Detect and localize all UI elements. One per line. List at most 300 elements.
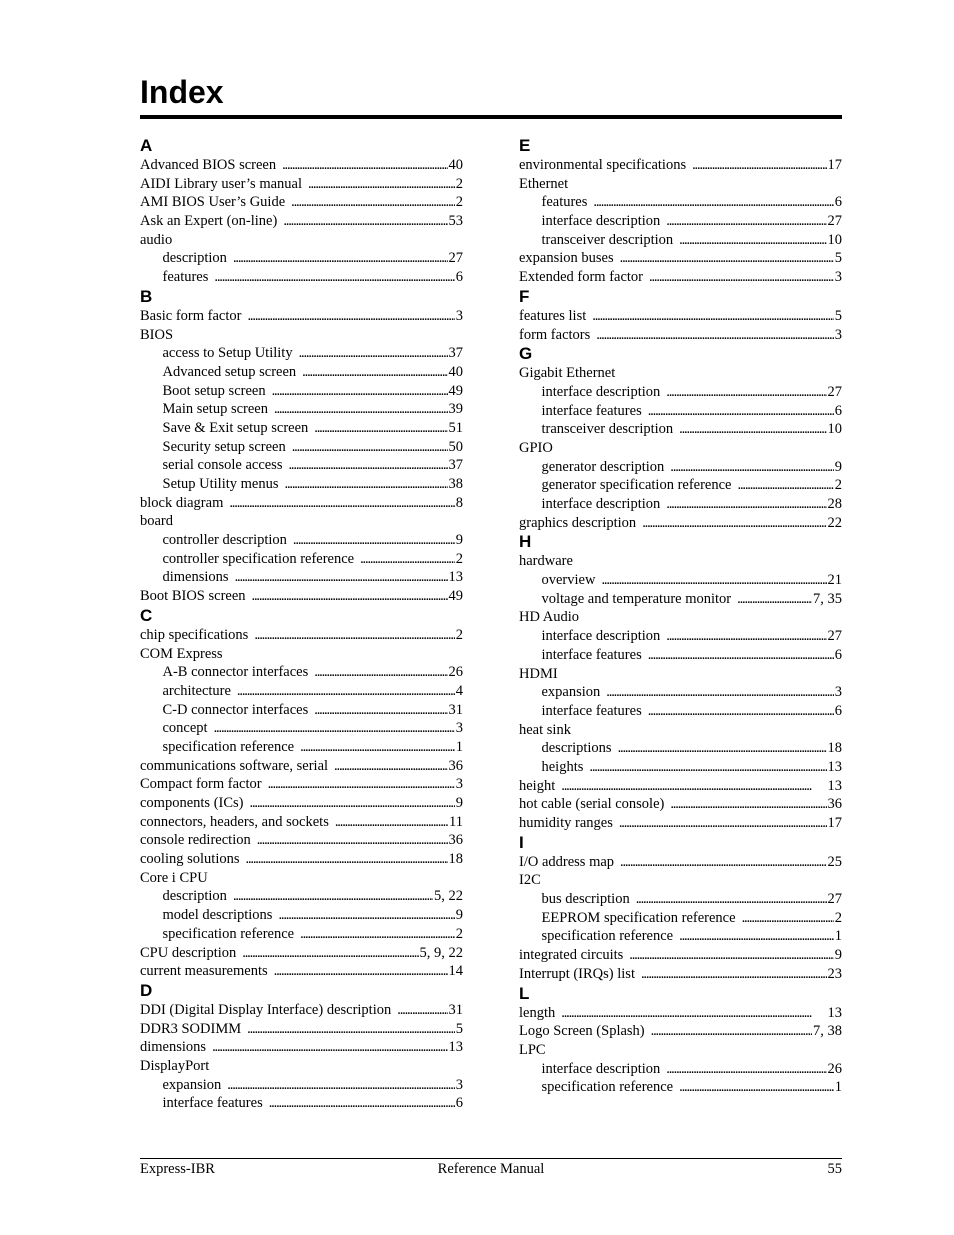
entry-term: Main setup screen	[162, 401, 268, 418]
index-entry	[140, 850, 463, 869]
dot-leader	[670, 458, 833, 477]
index-entry	[140, 494, 463, 513]
entry-page-ref: 3	[834, 326, 842, 343]
index-subentry	[140, 268, 463, 287]
entry-term: interface description	[541, 383, 661, 400]
index-subentry	[519, 458, 842, 477]
entry-term: interface description	[541, 628, 661, 645]
index-entry	[140, 1020, 463, 1039]
entry-term: I2C	[519, 872, 541, 889]
dot-leader	[589, 758, 826, 777]
index-entry	[519, 249, 842, 268]
entry-page-ref: 5, 22	[434, 888, 463, 905]
index-entry	[519, 965, 842, 984]
index-subentry	[519, 702, 842, 721]
dot-leader	[620, 249, 834, 268]
index-subentry	[140, 344, 463, 363]
index-subentry	[519, 890, 842, 909]
dot-leader	[292, 438, 448, 457]
entry-term: descriptions	[541, 740, 612, 757]
index-entry	[519, 721, 842, 740]
entry-page-ref: 6	[834, 402, 842, 419]
index-entry	[519, 871, 842, 890]
index-subentry	[519, 646, 842, 665]
index-subentry	[519, 571, 842, 590]
dot-leader	[561, 1004, 826, 1023]
index-entry	[140, 231, 463, 250]
entry-page-ref: 40	[448, 363, 463, 380]
entry-term: HD Audio	[519, 609, 580, 626]
dot-leader	[278, 906, 454, 925]
entry-page-ref: 27	[448, 250, 463, 267]
entry-term: graphics description	[519, 514, 637, 531]
entry-page-ref: 3	[455, 720, 463, 737]
dot-leader	[233, 887, 433, 906]
dot-leader	[360, 550, 455, 569]
entry-term: Core i CPU	[140, 869, 208, 886]
dot-leader	[227, 1076, 454, 1095]
dot-leader	[335, 813, 448, 832]
entry-term: AMI BIOS User’s Guide	[140, 194, 286, 211]
index-entry	[519, 665, 842, 684]
dot-leader	[397, 1001, 447, 1020]
dot-leader	[641, 965, 827, 984]
entry-term: Boot BIOS screen	[140, 588, 246, 605]
index-subentry	[140, 382, 463, 401]
entry-page-ref: 9	[455, 795, 463, 811]
entry-term: Extended form factor	[519, 269, 644, 286]
index-entry	[519, 439, 842, 458]
entry-page-ref: 11	[449, 813, 463, 830]
index-entry	[519, 268, 842, 287]
entry-page-ref: 6	[455, 269, 463, 286]
entry-term: Setup Utility menus	[162, 476, 279, 492]
index-entry	[140, 212, 463, 231]
entry-page-ref: 13	[827, 758, 842, 775]
index-letter-heading: A	[140, 136, 153, 155]
entry-page-ref: 36	[448, 832, 463, 849]
entry-page-ref: 4	[455, 682, 463, 699]
index-subentry	[519, 402, 842, 421]
index-subentry	[140, 400, 463, 419]
index-column-left	[140, 136, 463, 1113]
entry-term: overview	[541, 572, 596, 589]
dot-leader	[300, 738, 455, 757]
entry-term: interface description	[541, 496, 661, 512]
entry-page-ref: 2	[455, 925, 463, 942]
entry-term: concept	[162, 720, 208, 737]
index-letter-heading: G	[519, 344, 533, 364]
index-subentry	[140, 906, 463, 925]
entry-term: I/O address map	[519, 853, 615, 870]
entry-term: transceiver description	[541, 421, 674, 438]
entry-term: integrated circuits	[519, 947, 624, 964]
entry-term: board	[140, 513, 174, 530]
index-subentry	[519, 683, 842, 702]
dot-leader	[242, 944, 418, 963]
entry-term: Advanced setup screen	[162, 363, 297, 380]
dot-leader	[648, 646, 834, 665]
index-entry	[519, 175, 842, 194]
dot-leader	[601, 571, 826, 590]
index-entry	[519, 946, 842, 965]
entry-term: features	[541, 194, 588, 211]
entry-term: chip specifications	[140, 626, 249, 643]
index-subentry	[519, 476, 842, 495]
entry-page-ref: 53	[448, 213, 463, 230]
entry-term: generator specification reference	[541, 477, 732, 494]
entry-page-ref: 17	[827, 157, 842, 173]
entry-page-ref: 10	[827, 421, 842, 438]
index-entry	[519, 608, 842, 627]
index-subentry	[140, 1076, 463, 1095]
entry-term: environmental specifications	[519, 157, 687, 173]
entry-page-ref: 13	[448, 1039, 463, 1056]
entry-page-ref: 31	[448, 1001, 463, 1018]
index-subentry	[519, 909, 842, 928]
index-subentry	[140, 363, 463, 382]
entry-page-ref: 13	[448, 569, 463, 586]
dot-leader	[214, 268, 454, 287]
index-entry	[140, 757, 463, 776]
entry-term: expansion	[162, 1076, 222, 1093]
index-entry	[140, 1038, 463, 1057]
index-column-right	[519, 136, 842, 1097]
index-entry	[140, 626, 463, 645]
entry-term: hardware	[519, 553, 573, 570]
dot-leader	[268, 775, 455, 794]
index-entry	[519, 156, 842, 175]
dot-leader	[252, 587, 448, 606]
entry-term: block diagram	[140, 494, 224, 511]
dot-leader	[738, 476, 834, 495]
dot-leader	[620, 853, 826, 872]
index-entry	[140, 775, 463, 794]
dot-leader	[250, 794, 455, 813]
entry-term: specification reference	[162, 738, 295, 755]
dot-leader	[274, 962, 448, 981]
dot-leader	[314, 663, 447, 682]
entry-page-ref: 17	[827, 815, 842, 831]
index-subentry	[140, 719, 463, 738]
dot-leader	[293, 531, 455, 550]
entry-term: specification reference	[541, 928, 674, 945]
index-entry	[519, 552, 842, 571]
index-subentry	[140, 925, 463, 944]
dot-leader	[314, 419, 447, 438]
entry-page-ref: 2	[834, 477, 842, 494]
entry-term: Ethernet	[519, 175, 569, 192]
entry-page-ref: 51	[448, 419, 463, 436]
index-entry	[519, 1041, 842, 1060]
footer-page-number: 55	[827, 1161, 842, 1177]
entry-page-ref: 2	[834, 909, 842, 926]
index-entry	[519, 326, 842, 345]
entry-term: controller specification reference	[162, 550, 355, 567]
dot-leader	[648, 402, 834, 421]
entry-page-ref: 5, 9, 22	[419, 944, 463, 961]
entry-page-ref: 18	[448, 851, 463, 868]
entry-term: Ask an Expert (on-line)	[140, 213, 278, 230]
entry-page-ref: 27	[827, 383, 842, 400]
index-subentry	[140, 419, 463, 438]
dot-leader	[282, 156, 447, 175]
entry-term: Save & Exit setup screen	[162, 419, 309, 436]
entry-term: serial console access	[162, 457, 283, 474]
index-subentry	[140, 738, 463, 757]
entry-term: cooling solutions	[140, 851, 240, 868]
dot-leader	[254, 626, 454, 645]
entry-term: Basic form factor	[140, 307, 242, 324]
entry-page-ref: 50	[448, 438, 463, 455]
entry-page-ref: 1	[455, 738, 463, 755]
dot-leader	[314, 701, 447, 720]
dot-leader	[679, 231, 826, 250]
entry-page-ref: 36	[448, 757, 463, 774]
entry-page-ref: 3	[455, 307, 463, 324]
dot-leader	[214, 719, 455, 738]
entry-term: Gigabit Ethernet	[519, 365, 616, 382]
index-entry	[519, 1022, 842, 1041]
index-entry	[519, 514, 842, 533]
entry-term: interface features	[541, 646, 642, 663]
entry-term: DDR3 SODIMM	[140, 1020, 242, 1037]
index-entry	[140, 326, 463, 345]
index-entry	[140, 1001, 463, 1020]
entry-page-ref: 14	[448, 963, 463, 980]
entry-term: Security setup screen	[162, 438, 286, 455]
entry-term: features list	[519, 307, 587, 324]
entry-term: interface features	[541, 702, 642, 719]
index-subentry	[519, 590, 842, 609]
dot-leader	[651, 1022, 812, 1041]
entry-term: bus description	[541, 891, 630, 908]
entry-page-ref: 3	[834, 684, 842, 701]
dot-leader	[291, 193, 455, 212]
entry-term: interface description	[541, 1060, 661, 1077]
index-entry	[140, 587, 463, 606]
dot-leader	[237, 682, 455, 701]
entry-page-ref: 5	[834, 307, 842, 324]
entry-term: CPU description	[140, 944, 237, 961]
entry-term: Advanced BIOS screen	[140, 157, 277, 173]
entry-term: Interrupt (IRQs) list	[519, 965, 635, 982]
entry-page-ref: 2	[455, 194, 463, 211]
entry-page-ref: 9	[834, 947, 842, 964]
index-subentry	[519, 627, 842, 646]
entry-page-ref: 36	[827, 796, 842, 813]
entry-page-ref: 3	[455, 776, 463, 793]
entry-page-ref: 1	[834, 928, 842, 945]
entry-term: console redirection	[140, 832, 251, 849]
entry-page-ref: 26	[448, 664, 463, 681]
dot-leader	[593, 193, 833, 212]
index-subentry	[519, 420, 842, 439]
index-letter-heading: F	[519, 286, 530, 306]
entry-page-ref: 26	[827, 1060, 842, 1077]
index-entry	[140, 156, 463, 175]
dot-leader	[272, 382, 448, 401]
index-entry	[519, 814, 842, 833]
index-subentry	[519, 212, 842, 231]
entry-term: C-D connector interfaces	[162, 701, 309, 718]
index-entry	[519, 795, 842, 814]
entry-page-ref: 3	[455, 1076, 463, 1093]
dot-leader	[679, 1078, 834, 1097]
index-entry	[140, 831, 463, 850]
entry-term: hot cable (serial console)	[519, 796, 665, 813]
entry-term: heat sink	[519, 721, 571, 738]
entry-term: components (ICs)	[140, 795, 244, 811]
index-subentry	[519, 231, 842, 250]
entry-term: connectors, headers, and sockets	[140, 813, 329, 830]
dot-leader	[229, 494, 454, 513]
index-entry	[140, 869, 463, 888]
entry-term: GPIO	[519, 439, 553, 456]
dot-leader	[737, 590, 812, 609]
entry-page-ref: 5	[455, 1020, 463, 1037]
index-letter-heading: C	[140, 605, 153, 625]
entry-page-ref: 13	[827, 777, 842, 794]
entry-page-ref: 21	[827, 572, 842, 589]
entry-page-ref: 22	[827, 514, 842, 531]
entry-term: BIOS	[140, 326, 174, 343]
entry-page-ref: 5	[834, 250, 842, 267]
entry-term: voltage and temperature monitor	[541, 590, 732, 607]
entry-term: architecture	[162, 682, 231, 699]
entry-term: access to Setup Utility	[162, 345, 293, 362]
index-entry	[519, 307, 842, 326]
page-title: Index	[140, 74, 224, 110]
dot-leader	[629, 946, 833, 965]
index-entry	[140, 813, 463, 832]
entry-page-ref: 6	[834, 646, 842, 663]
index-entry	[140, 944, 463, 963]
entry-term: audio	[140, 231, 173, 248]
entry-page-ref: 6	[455, 1095, 463, 1112]
entry-page-ref: 37	[448, 345, 463, 362]
dot-leader	[618, 739, 827, 758]
index-subentry	[519, 1060, 842, 1079]
index-letter-heading: B	[140, 286, 153, 306]
index-subentry	[140, 1094, 463, 1113]
entry-page-ref: 38	[448, 476, 463, 492]
entry-term: specification reference	[541, 1079, 674, 1096]
entry-term: Boot setup screen	[162, 382, 266, 399]
index-entry	[140, 193, 463, 212]
title-rule	[140, 115, 842, 119]
entry-term: EEPROM specification reference	[541, 909, 736, 926]
index-entry	[140, 794, 463, 813]
page-footer	[140, 1159, 842, 1179]
index-subentry	[519, 1078, 842, 1097]
dot-leader	[648, 702, 834, 721]
index-letter-heading: L	[519, 983, 530, 1003]
dot-leader	[300, 925, 455, 944]
index-subentry	[140, 438, 463, 457]
dot-leader	[670, 795, 826, 814]
index-subentry	[140, 682, 463, 701]
index-letter-heading: E	[519, 136, 531, 155]
index-subentry	[519, 495, 842, 514]
entry-term: humidity ranges	[519, 815, 613, 831]
index-subentry	[519, 739, 842, 758]
footer-product-name: Express-IBR	[140, 1161, 215, 1177]
entry-page-ref: 9	[834, 458, 842, 475]
footer-document-title: Reference Manual	[437, 1161, 545, 1177]
dot-leader	[619, 814, 827, 833]
index-subentry	[140, 249, 463, 268]
entry-term: description	[162, 250, 227, 267]
dot-leader	[308, 175, 455, 194]
index-letter-heading: H	[519, 532, 532, 552]
entry-page-ref: 6	[834, 702, 842, 719]
dot-leader	[666, 212, 826, 231]
entry-page-ref: 49	[448, 588, 463, 605]
entry-page-ref: 1	[834, 1079, 842, 1096]
entry-page-ref: 10	[827, 231, 842, 248]
entry-term: specification reference	[162, 925, 295, 942]
dot-leader	[274, 400, 448, 419]
index-entry	[140, 645, 463, 664]
entry-page-ref: 2	[455, 175, 463, 192]
index-subentry	[140, 531, 463, 550]
entry-term: COM Express	[140, 645, 223, 662]
entry-term: model descriptions	[162, 907, 273, 924]
entry-page-ref: 2	[455, 550, 463, 567]
index-subentry	[519, 383, 842, 402]
entry-term: A-B connector interfaces	[162, 664, 309, 681]
entry-term: transceiver description	[541, 231, 674, 248]
dot-leader	[299, 344, 448, 363]
entry-page-ref: 2	[455, 626, 463, 643]
entry-term: Logo Screen (Splash)	[519, 1023, 645, 1040]
entry-term: interface features	[541, 402, 642, 419]
entry-page-ref: 9	[455, 907, 463, 924]
index-subentry	[140, 887, 463, 906]
index-subentry	[519, 193, 842, 212]
index-subentry	[140, 568, 463, 587]
index-subentry	[140, 456, 463, 475]
index-entry	[140, 962, 463, 981]
dot-leader	[596, 326, 833, 345]
index-subentry	[519, 758, 842, 777]
dot-leader	[288, 456, 447, 475]
entry-term: controller description	[162, 532, 287, 549]
entry-page-ref: 39	[448, 401, 463, 418]
entry-term: dimensions	[140, 1039, 207, 1056]
entry-page-ref: 7, 38	[813, 1023, 842, 1040]
entry-page-ref: 49	[448, 382, 463, 399]
entry-page-ref: 13	[827, 1004, 842, 1021]
index-entry	[519, 777, 842, 796]
entry-term: features	[162, 269, 209, 286]
index-entry	[519, 853, 842, 872]
index-subentry	[140, 663, 463, 682]
entry-term: LPC	[519, 1041, 546, 1058]
entry-page-ref: 40	[448, 157, 463, 173]
entry-term: DDI (Digital Display Interface) description	[140, 1001, 392, 1018]
dot-leader	[666, 383, 826, 402]
entry-term: expansion	[541, 684, 601, 701]
dot-leader	[666, 627, 826, 646]
dot-leader	[235, 568, 448, 587]
entry-term: length	[519, 1004, 556, 1021]
dot-leader	[742, 909, 834, 928]
entry-term: expansion buses	[519, 250, 614, 267]
dot-leader	[636, 890, 827, 909]
entry-page-ref: 27	[827, 628, 842, 645]
